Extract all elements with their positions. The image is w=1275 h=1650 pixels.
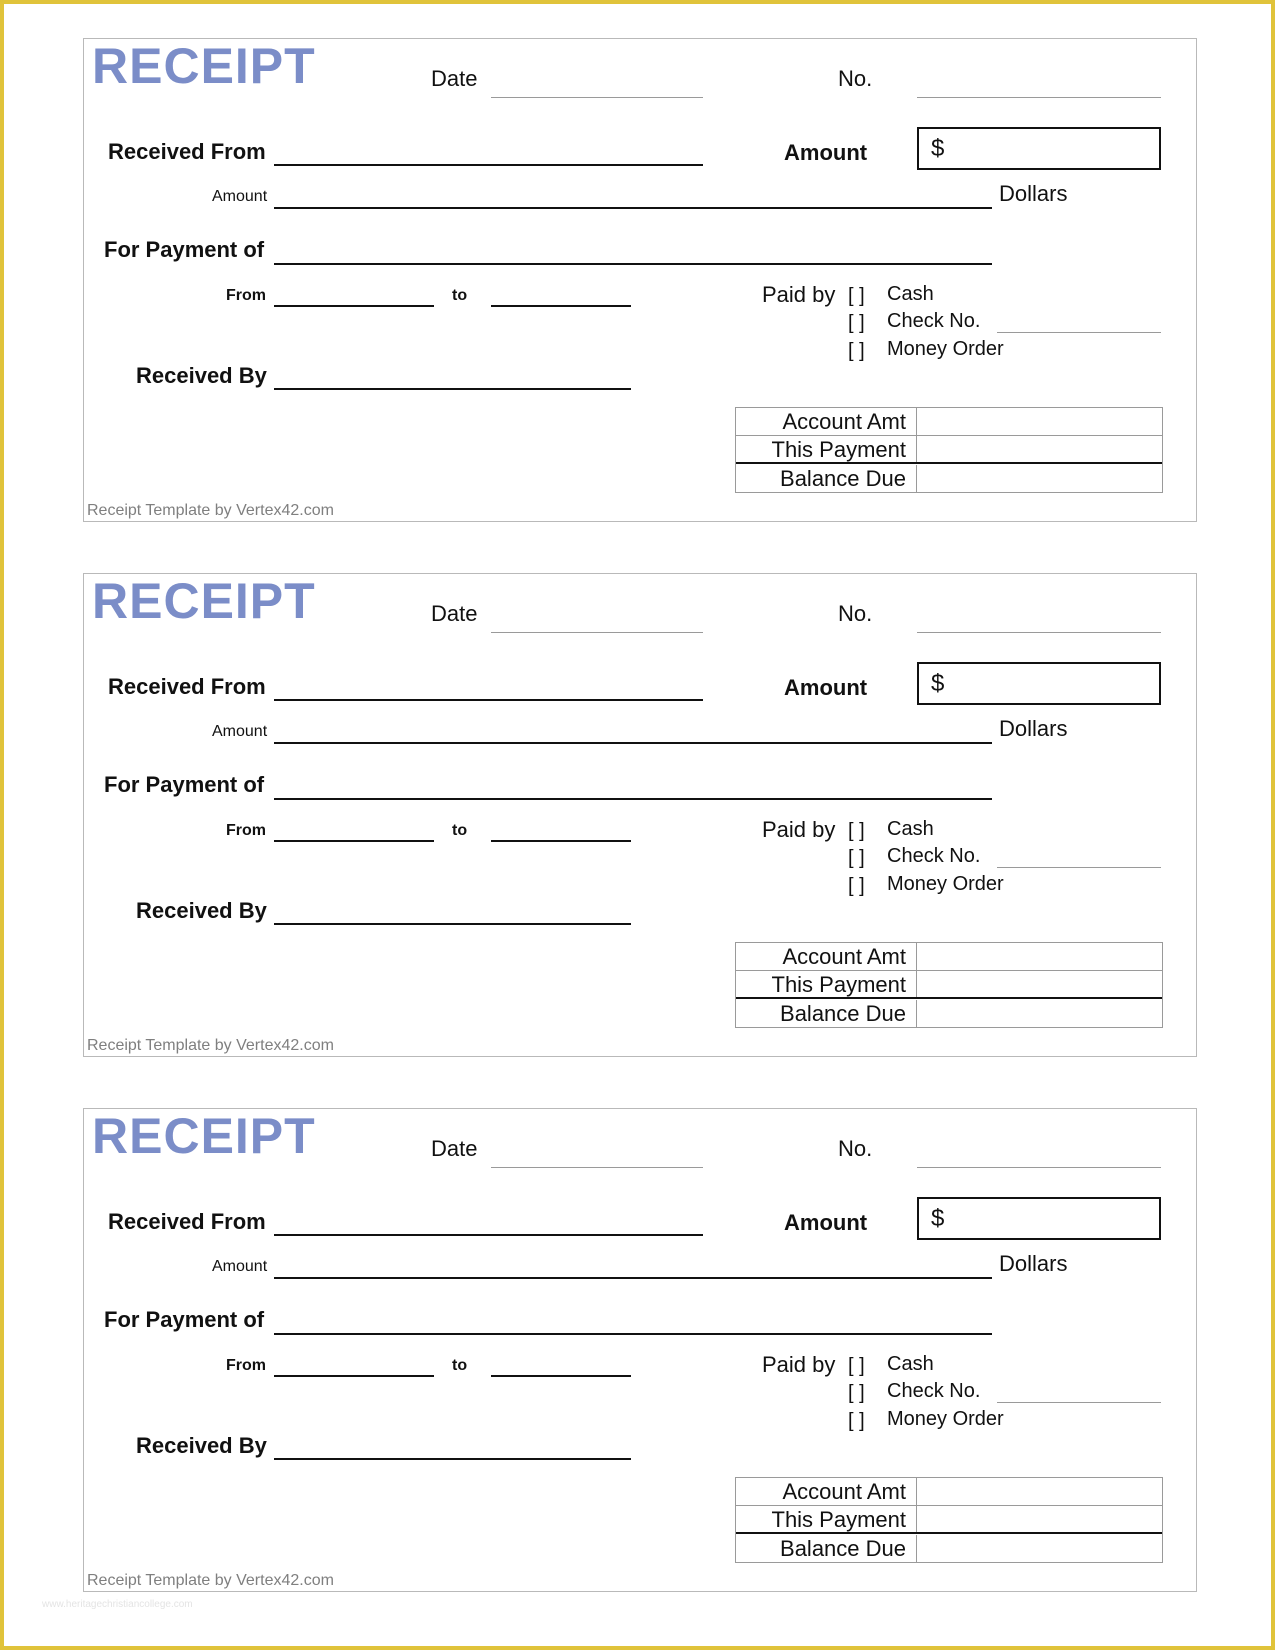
balance-due-row[interactable]	[736, 465, 1162, 493]
money-order-checkbox[interactable]: [ ]	[848, 340, 865, 362]
date-line[interactable]	[491, 632, 703, 633]
no-label: No.	[838, 66, 873, 91]
received-from-label: Received From	[108, 674, 266, 699]
check-checkbox[interactable]: [ ]	[848, 312, 865, 334]
amount-words-line[interactable]	[274, 742, 992, 744]
no-line[interactable]	[917, 97, 1161, 98]
balance-due-label: Balance Due	[736, 465, 917, 493]
balance-due-label: Balance Due	[736, 1535, 917, 1563]
cash-checkbox[interactable]: [ ]	[848, 1355, 865, 1377]
amount-words-label: Amount	[212, 188, 268, 205]
for-payment-label: For Payment of	[104, 237, 265, 262]
to-label: to	[452, 822, 468, 839]
paid-by-label: Paid by	[762, 282, 836, 307]
currency-symbol: $	[931, 135, 945, 162]
balance-due-label: Balance Due	[736, 1000, 917, 1028]
this-payment-label: This Payment	[736, 971, 917, 997]
for-payment-line[interactable]	[274, 798, 992, 800]
for-payment-label: For Payment of	[104, 1307, 265, 1332]
received-from-line[interactable]	[274, 1234, 703, 1236]
amount-words-line[interactable]	[274, 207, 992, 209]
received-from-label: Received From	[108, 139, 266, 164]
receipt-title: RECEIPT	[92, 573, 316, 629]
account-amt-row[interactable]	[736, 943, 1162, 971]
check-number-line[interactable]	[997, 332, 1161, 333]
account-amt-label: Account Amt	[736, 408, 917, 435]
this-payment-label: This Payment	[736, 1506, 917, 1532]
this-payment-row[interactable]	[736, 971, 1162, 999]
check-checkbox[interactable]: [ ]	[848, 847, 865, 869]
from-label: From	[226, 1357, 266, 1374]
amount-box[interactable]	[917, 1197, 1161, 1240]
cash-checkbox[interactable]: [ ]	[848, 285, 865, 307]
from-label: From	[226, 822, 266, 839]
to-label: to	[452, 287, 468, 304]
receipt-title: RECEIPT	[92, 38, 316, 94]
no-label: No.	[838, 1136, 873, 1161]
paid-by-label: Paid by	[762, 1352, 836, 1377]
to-line[interactable]	[491, 1375, 631, 1377]
from-line[interactable]	[274, 305, 434, 307]
date-label: Date	[431, 601, 478, 626]
amount-box[interactable]	[917, 662, 1161, 705]
cash-checkbox[interactable]: [ ]	[848, 820, 865, 842]
received-by-line[interactable]	[274, 923, 631, 925]
money-order-label: Money Order	[887, 1408, 1004, 1430]
for-payment-label: For Payment of	[104, 772, 265, 797]
from-line[interactable]	[274, 840, 434, 842]
received-by-line[interactable]	[274, 388, 631, 390]
payment-summary-table	[735, 407, 1163, 493]
receipt-1	[83, 38, 1197, 522]
no-line[interactable]	[917, 1167, 1161, 1168]
amount-words-label: Amount	[212, 723, 268, 740]
received-by-line[interactable]	[274, 1458, 631, 1460]
received-by-label: Received By	[136, 363, 267, 388]
money-order-label: Money Order	[887, 873, 1004, 895]
received-from-label: Received From	[108, 1209, 266, 1234]
account-amt-label: Account Amt	[736, 943, 917, 970]
cash-label: Cash	[887, 1353, 934, 1375]
check-number-line[interactable]	[997, 1402, 1161, 1403]
to-line[interactable]	[491, 305, 631, 307]
money-order-checkbox[interactable]: [ ]	[848, 875, 865, 897]
amount-label: Amount	[784, 140, 868, 165]
date-line[interactable]	[491, 1167, 703, 1168]
footer-credit: Receipt Template by Vertex42.com	[87, 1572, 334, 1589]
to-line[interactable]	[491, 840, 631, 842]
currency-symbol: $	[931, 670, 945, 697]
from-label: From	[226, 287, 266, 304]
this-payment-row[interactable]	[736, 436, 1162, 464]
money-order-label: Money Order	[887, 338, 1004, 360]
dollars-label: Dollars	[999, 1251, 1068, 1276]
account-amt-row[interactable]	[736, 1478, 1162, 1506]
receipt-3	[83, 1108, 1197, 1592]
no-label: No.	[838, 601, 873, 626]
date-line[interactable]	[491, 97, 703, 98]
for-payment-line[interactable]	[274, 263, 992, 265]
received-from-line[interactable]	[274, 164, 703, 166]
amount-label: Amount	[784, 1210, 868, 1235]
dollars-label: Dollars	[999, 181, 1068, 206]
payment-summary-table	[735, 1477, 1163, 1563]
date-label: Date	[431, 66, 478, 91]
payment-summary-table	[735, 942, 1163, 1028]
check-label: Check No.	[887, 845, 981, 867]
date-label: Date	[431, 1136, 478, 1161]
receipt-2	[83, 573, 1197, 1057]
dollars-label: Dollars	[999, 716, 1068, 741]
account-amt-row[interactable]	[736, 408, 1162, 436]
received-by-label: Received By	[136, 1433, 267, 1458]
cash-label: Cash	[887, 283, 934, 305]
balance-due-row[interactable]	[736, 1535, 1162, 1563]
this-payment-label: This Payment	[736, 436, 917, 462]
check-checkbox[interactable]: [ ]	[848, 1382, 865, 1404]
to-label: to	[452, 1357, 468, 1374]
currency-symbol: $	[931, 1205, 945, 1232]
no-line[interactable]	[917, 632, 1161, 633]
balance-due-row[interactable]	[736, 1000, 1162, 1028]
cash-label: Cash	[887, 818, 934, 840]
amount-words-line[interactable]	[274, 1277, 992, 1279]
check-number-line[interactable]	[997, 867, 1161, 868]
this-payment-row[interactable]	[736, 1506, 1162, 1534]
amount-label: Amount	[784, 675, 868, 700]
footer-credit: Receipt Template by Vertex42.com	[87, 502, 334, 519]
footer-credit: Receipt Template by Vertex42.com	[87, 1037, 334, 1054]
from-line[interactable]	[274, 1375, 434, 1377]
for-payment-line[interactable]	[274, 1333, 992, 1335]
amount-words-label: Amount	[212, 1258, 268, 1275]
received-by-label: Received By	[136, 898, 267, 923]
receipt-title: RECEIPT	[92, 1108, 316, 1164]
amount-box[interactable]	[917, 127, 1161, 170]
check-label: Check No.	[887, 1380, 981, 1402]
watermark: www.heritagechristiancollege.com	[42, 1599, 193, 1610]
account-amt-label: Account Amt	[736, 1478, 917, 1505]
money-order-checkbox[interactable]: [ ]	[848, 1410, 865, 1432]
received-from-line[interactable]	[274, 699, 703, 701]
check-label: Check No.	[887, 310, 981, 332]
paid-by-label: Paid by	[762, 817, 836, 842]
